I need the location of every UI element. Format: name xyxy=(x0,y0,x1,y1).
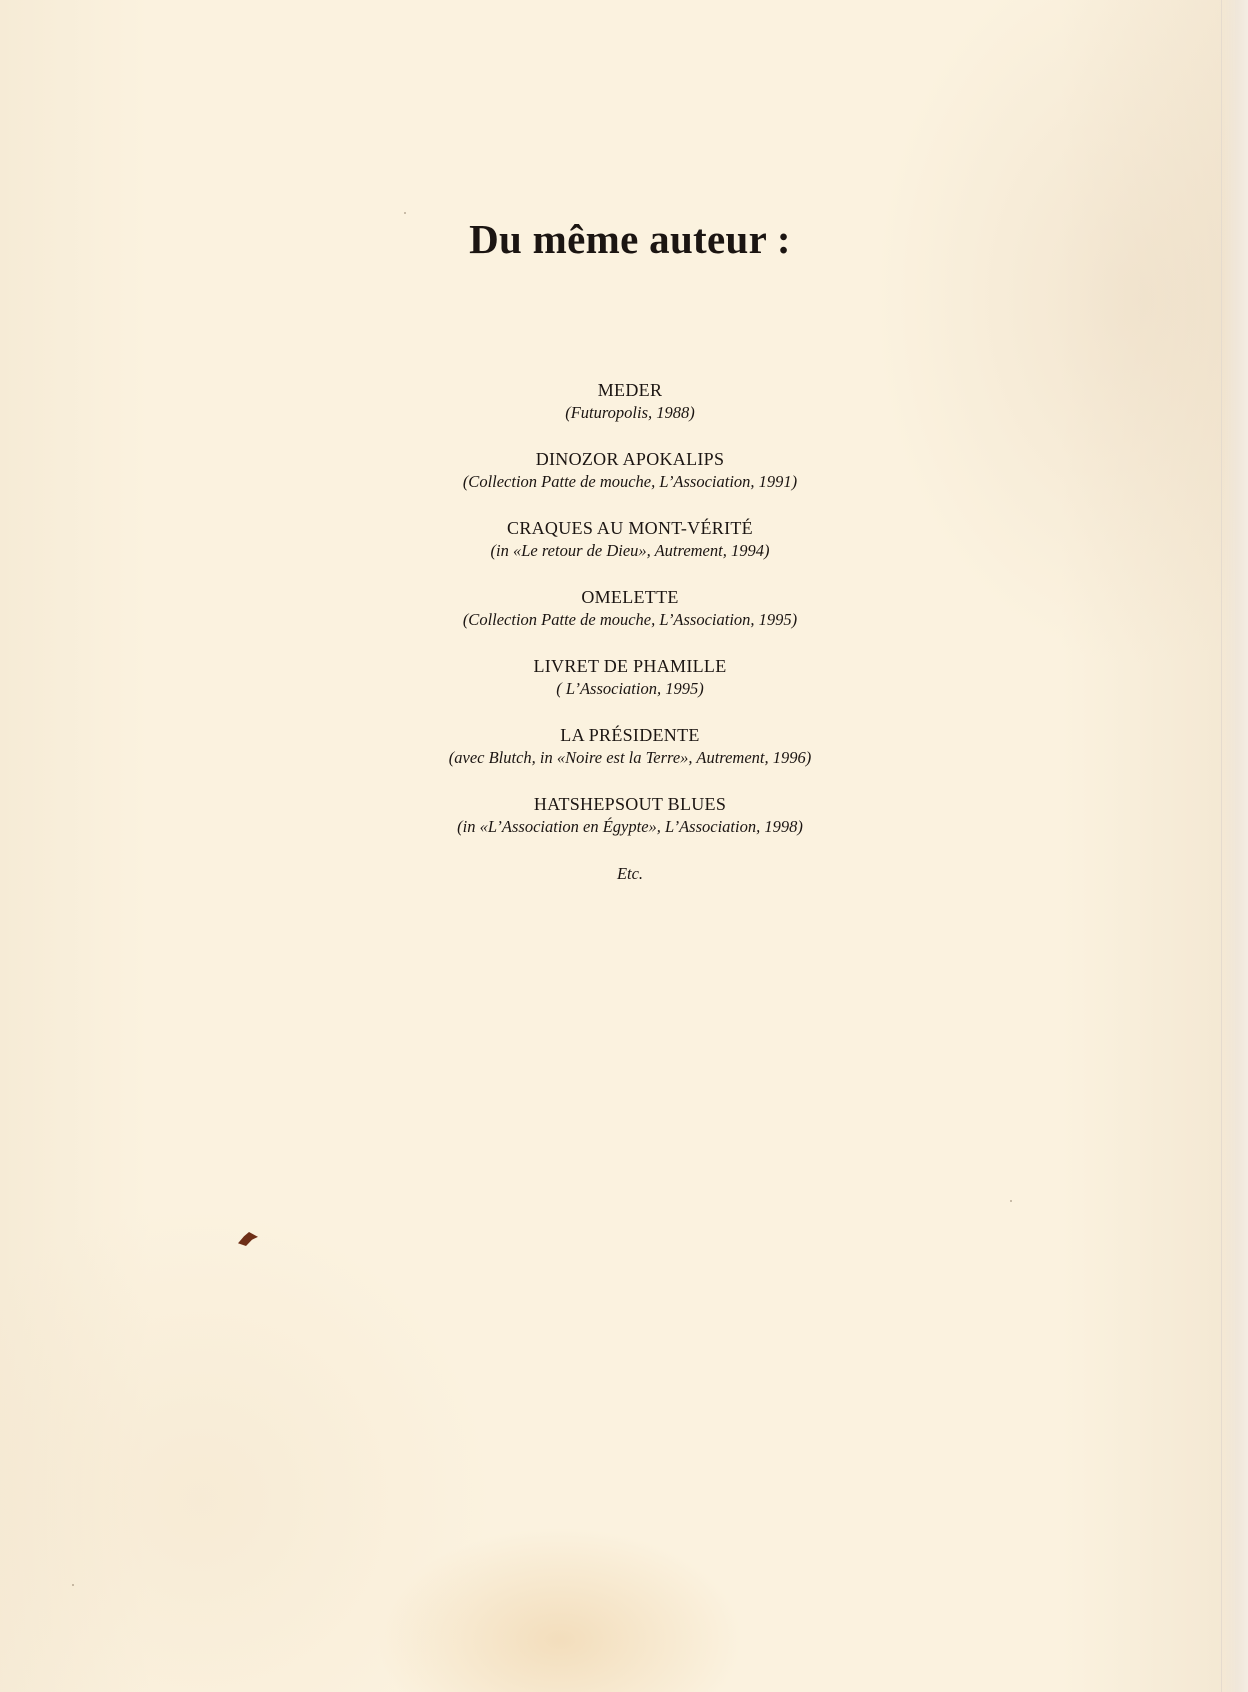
paper-speck xyxy=(72,1584,74,1586)
book-publication-info: (Collection Patte de mouche, L’Association, 1995) xyxy=(462,610,798,629)
list-item xyxy=(0,447,1248,516)
paper-speck xyxy=(1010,1200,1012,1202)
book-title: LIVRET DE PHAMILLE xyxy=(533,656,727,676)
book-publication-info: ( L’Association, 1995) xyxy=(556,679,704,698)
book-publication-info: (in «L’Association en Égypte», L’Association, 1998) xyxy=(457,817,803,836)
book-publication-info: (Futuropolis, 1988) xyxy=(565,403,695,422)
etc-note: Etc. xyxy=(616,864,644,883)
list-item xyxy=(0,792,1248,861)
paper-speck xyxy=(404,212,406,214)
book-title: MEDER xyxy=(597,380,663,400)
ink-stain xyxy=(238,1232,258,1246)
bibliography-list xyxy=(0,378,1248,886)
list-item xyxy=(0,378,1248,447)
book-title: DINOZOR APOKALIPS xyxy=(535,449,725,469)
book-title: CRAQUES AU MONT-VÉRITÉ xyxy=(507,518,753,538)
book-title: OMELETTE xyxy=(581,587,679,607)
list-item xyxy=(0,516,1248,585)
list-item xyxy=(0,723,1248,792)
book-title: HATSHEPSOUT BLUES xyxy=(533,794,727,814)
list-item xyxy=(0,585,1248,654)
book-title: LA PRÉSIDENTE xyxy=(560,725,700,745)
book-publication-info: (avec Blutch, in «Noire est la Terre», Autrement, 1996) xyxy=(448,748,812,767)
book-publication-info: (in «Le retour de Dieu», Autrement, 1994) xyxy=(490,541,770,560)
book-publication-info: (Collection Patte de mouche, L’Association, 1991) xyxy=(462,472,798,491)
list-item xyxy=(0,654,1248,723)
page-title: Du même auteur : xyxy=(469,216,791,262)
